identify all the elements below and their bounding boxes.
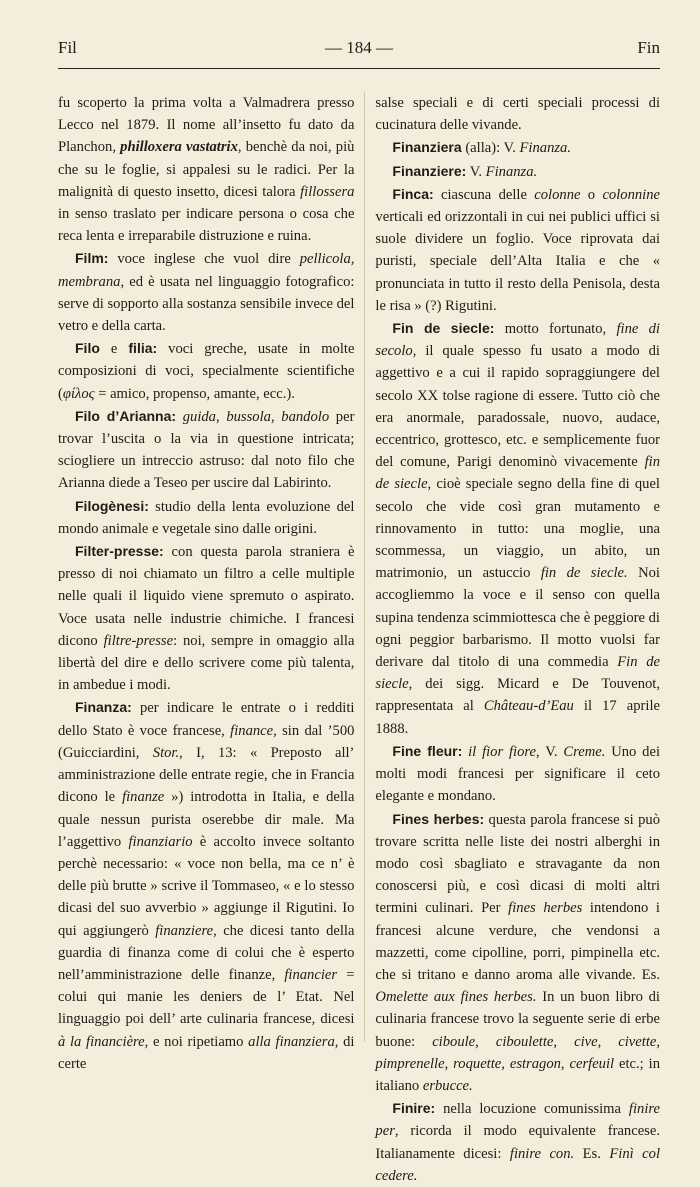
entry-text: = colui qui manie les deniers de l’ Etat. Nel linguaggio poi dell’ arte culinaria francese, dicesi <box>58 966 355 1028</box>
headword: Filter-presse: <box>75 543 164 560</box>
headword: Fin de siecle: <box>392 320 495 337</box>
entry-text: o <box>580 186 603 203</box>
entry-text: , I, 13: « Preposto all’ amministrazione delle entrate regie, che in Francia dicono le <box>58 744 355 806</box>
entry-text: ») introdotta in Italia, e della quale nessun purista oserebbe dir male. Ma l’aggettivo <box>58 789 355 850</box>
entry-text: in senso traslato per indicare persona o cosa che reca lenta e irreparabile distruzione e ruina. <box>58 206 355 245</box>
entry-text: , <box>215 408 227 425</box>
headword: Film: <box>75 250 109 267</box>
entry-text: finire con. <box>509 1145 575 1162</box>
left-column <box>58 92 354 1187</box>
entry-text: V. <box>466 163 486 180</box>
entry-text: , <box>560 1055 570 1072</box>
entry-text: roquette <box>453 1055 502 1072</box>
entry-text: voce inglese che vuol dire <box>108 251 300 268</box>
dictionary-entry <box>58 495 354 540</box>
entry-text: nella locuzione comunissima <box>435 1101 629 1118</box>
entry-text: Es. <box>574 1145 610 1162</box>
entry-text: Château-d’Eau <box>483 698 574 715</box>
entry-text: fin de siecle <box>375 454 660 493</box>
entry-text: , benchè da noi, più che su le foglie, si appalesi su le radici. Per la malignità di questo insetto, dicesi talora <box>58 139 355 200</box>
header-left-guide-word: Fil <box>58 38 77 57</box>
right-column <box>375 92 660 1187</box>
entry-text: , cioè speciale segno della fine di quel secolo che vide così gran mutamento e rinnovamento in tutto: una moglie, una scommessa, un viaggio, un abito, un matrimonio, un astuccio <box>375 476 660 582</box>
headword: Fines herbes: <box>392 810 485 827</box>
entry-text: fu scoperto la prima volta a Valmadrera presso Lecco nel 1879. Il nome all’insetto fu dato da Planchon, <box>58 95 355 156</box>
entry-text: , V. <box>536 743 564 760</box>
headword: Filo d’Arianna: <box>75 407 177 424</box>
entry-text: à la financière <box>58 1033 145 1050</box>
headword: Filo <box>75 340 100 357</box>
entry-text: , dei sigg. Micard e De Touvenot, rappresentata al <box>375 676 660 715</box>
entry-text: per indicare le entrate o i redditi dello Stato è voce francese, <box>58 700 355 739</box>
entry-text: intendono i francesi alcune verdure, che vendonsi a mazzetti, come cipolline, porri, pimpinella etc. che si tritano e danno aroma alle vivande. Es. <box>375 900 660 983</box>
entry-text: ciascuna delle <box>433 186 535 203</box>
entry-text: financier <box>284 966 338 983</box>
headword: Fine fleur: <box>392 742 463 759</box>
dictionary-entry <box>375 1097 660 1187</box>
text-columns <box>58 92 660 1187</box>
entry-text: il fior fiore <box>468 743 537 760</box>
entry-text: colonnine <box>602 186 660 203</box>
headword: Filogènesi: <box>75 497 149 514</box>
entry-text: questa parola francese si può trovare scritta nelle liste dei nostri alberghi in modo così sbagliato e stravagante da non conoscersi più, e così dicasi di molti altri termini culinari. Per <box>375 811 660 917</box>
entry-text: cerfeuil <box>569 1055 615 1072</box>
entry-text: ciboule, ciboulette, cive, civette, pimprenelle <box>375 1033 660 1072</box>
entry-text: filtre-presse <box>103 632 174 649</box>
entry-text: Fin de siecle <box>375 654 660 693</box>
dictionary-entry <box>375 740 660 808</box>
entry-text: fine di secolo <box>375 321 660 360</box>
entry-text: fines herbes <box>508 900 583 917</box>
entry-text: Omelette aux fines herbes. <box>375 989 537 1006</box>
dictionary-entry <box>375 160 660 183</box>
entry-text: voci greche, usate in molte composizioni di voci, specialmente scientifiche ( <box>58 341 355 402</box>
entry-text: bandolo <box>281 408 330 425</box>
entry-text: studio della lenta evoluzione del mondo animale e vegetale sino dalle origini. <box>58 498 355 537</box>
entry-text: guida <box>182 408 216 425</box>
dictionary-entry <box>375 136 660 159</box>
entry-text <box>176 409 183 425</box>
dictionary-entry <box>58 247 354 337</box>
entry-text: estragon <box>509 1055 561 1072</box>
column-divider <box>364 92 365 1042</box>
entry-text: finanze <box>122 789 165 806</box>
headword: Finanza: <box>75 699 132 716</box>
entry-continuation <box>58 92 354 247</box>
entry-text: alla finanziera <box>248 1033 335 1050</box>
headword: Finanziera <box>392 139 462 156</box>
entry-text: Creme. <box>563 743 606 760</box>
entry-text: , <box>444 1055 454 1072</box>
header-rule <box>58 68 660 69</box>
entry-text: fillossera <box>300 183 355 200</box>
header-right-guide-word: Fin <box>637 38 660 57</box>
entry-text: è accolto invece soltanto perchè necessario: « voce non bella, ma ce n’ è delle più brutte » scrive il Tommaseo, « e lo stesso dicasi del suo avverbio » aggiunge il Rigutini. Io qui aggiungerò <box>58 833 355 939</box>
entry-text: fin de siecle. <box>540 565 628 582</box>
entry-text: colonne <box>534 186 581 203</box>
entry-text: etc.; in italiano <box>375 1055 660 1094</box>
entry-text: Stor. <box>152 744 180 761</box>
entry-text: salse speciali e di certi speciali processi di cucinatura delle vivande. <box>375 95 660 134</box>
entry-text: Finì col cedere. <box>375 1145 660 1184</box>
entry-text: bussola <box>226 408 271 425</box>
page-number: — 184 — <box>325 38 393 57</box>
entry-text: motto fortunato, <box>494 321 617 338</box>
entry-text: e <box>99 341 129 358</box>
dictionary-entry <box>58 337 354 405</box>
entry-text: , ricorda il modo equivalente francese. Italianamente dicesi: <box>375 1123 660 1162</box>
entry-text: finanziere <box>155 922 214 939</box>
entry-text: , sin dal ’500 (Guicciardini, <box>58 722 355 761</box>
entry-text: Noi accogliemmo la voce e il senso con quella supina tendenza scimmiottesca che è peggiore di ogni peggior barbarismo. Il motto vuolsi far derivare dal titolo di una commedia <box>375 565 660 671</box>
entry-text: finanziario <box>128 833 193 850</box>
entry-text: pellicola, membrana <box>58 251 355 290</box>
entry-text: Finanza. <box>485 163 538 180</box>
dictionary-entry <box>375 808 660 1098</box>
dictionary-entry <box>58 540 354 696</box>
entry-text: con questa parola straniera è presso di noi chiamato un filtro a celle multiple nelle quali il liquido viene spremuto o aspirato. Voce usata nelle industrie chimiche. I francesi dicono <box>58 544 355 649</box>
entry-continuation <box>375 92 660 136</box>
dictionary-entry <box>58 696 354 1074</box>
entry-text: finance <box>230 722 274 739</box>
entry-text: erbucce. <box>422 1077 473 1094</box>
entry-text: : noi, sempre in omaggio alla libertà del dire e dello scrivere come più talenta, in ambedue i modi. <box>58 632 355 694</box>
entry-text: , il quale spesso fu usato a modo di aggettivo e a cui il rapido sopraggiungere del secolo XX tolse ragione di essere. Tutto ciò che era anormale, paradossale, nuovo, audace, eccentrico, grottesco, etc. e semplicemente fuor del comune, Parigi denominò vivacemente <box>375 343 660 471</box>
entry-text: , ed è usata nel linguaggio fotografico: serve di sopporto alla sostanza sensibile invece del vetro e della carta. <box>58 273 355 335</box>
dictionary-entry <box>375 183 660 317</box>
entry-text: , <box>501 1055 510 1072</box>
headword: Finca: <box>392 185 434 202</box>
entry-text: (alla): V. <box>461 140 520 157</box>
entry-text: per trovar l’uscita o la via in questione intricata; sciogliere un intreccio astruso: dal noto filo che Arianna diede a Teseo per uscire dal Labirinto. <box>58 408 355 492</box>
entry-text: = amico, propenso, amante, ecc.). <box>94 385 295 402</box>
entry-text: , di certe <box>58 1033 355 1072</box>
headword: filia: <box>128 340 158 357</box>
headword: Finanziere: <box>392 162 467 179</box>
entry-text: φίλος <box>62 385 95 402</box>
entry-text: philloxera vastatrix <box>120 139 238 156</box>
running-header <box>58 38 660 68</box>
headword: Finire: <box>392 1100 436 1117</box>
entry-text: Finanza. <box>519 140 571 157</box>
entry-text: In un buon libro di culinaria francese trovo la seguente serie di erbe buone: <box>375 989 660 1050</box>
entry-text: Uno dei molti modi francesi per significare il ceto elegante e mondano. <box>375 743 661 805</box>
entry-text: il 17 aprile 1888. <box>375 698 660 737</box>
entry-text: finire per <box>375 1101 660 1140</box>
dictionary-entry <box>375 317 660 740</box>
entry-text: verticali ed orizzontali in cui nei publici uffici si suole dividere un foglio. Voce riprovata dai puristi, speciale dell’Alta Italia e che « pronunciata in tutto il resto della Penisola, desta le risa » (?) Rigutini. <box>375 209 660 314</box>
entry-text: , che dicesi tanto della guardia di finanza come di colui che è esperto nell’amministrazione delle finanze, <box>58 922 355 983</box>
entry-text: , <box>270 408 282 425</box>
dictionary-entry <box>58 405 354 495</box>
entry-text: , e noi ripetiamo <box>144 1033 249 1050</box>
